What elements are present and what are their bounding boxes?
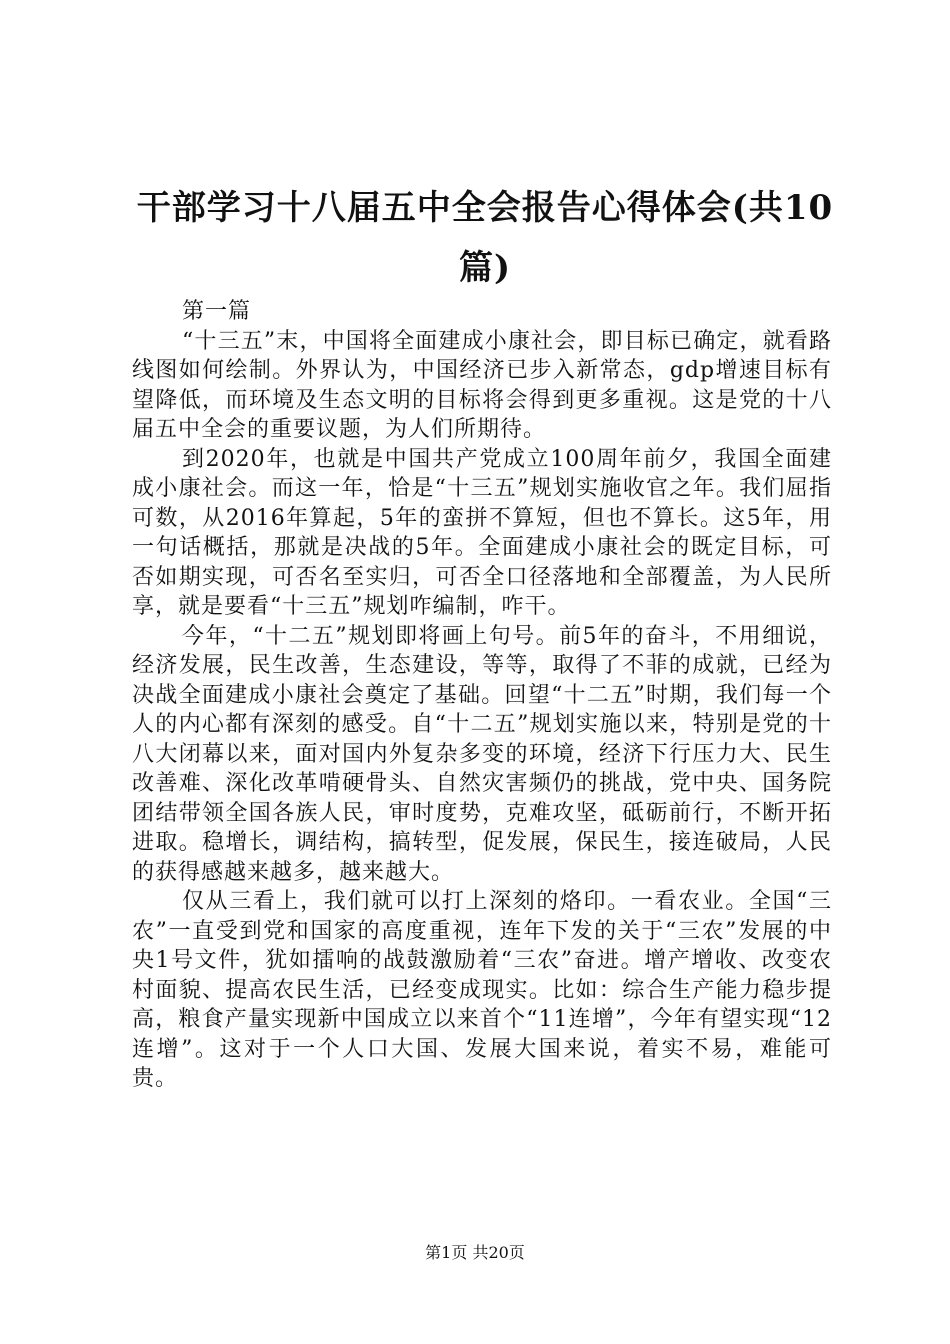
document-body — [132, 297, 832, 1094]
document-title: 干部学习十八届五中全会报告心得体会(共10篇) — [136, 188, 834, 288]
page-footer: 第1页 共20页 — [425, 1243, 525, 1262]
paragraph-4: 仅从三看上，我们就可以打上深刻的烙印。一看农业。全国“三农”一直受到党和国家的高度重视，连年下发的关于“三农”发展的中央1号文件，犹如擂响的战鼓激励着“三农”奋进。增产增收、改变农村面貌、提高农民生活，已经变成现实。比如：综合生产能力稳步提高，粮食产量实现新中国成立以来首个“11连增”，今年有望实现“12连增”。这对于一个人口大国、发展大国来说，着实不易，难能可贵。 — [132, 889, 832, 1091]
paragraph-3: 今年，“十二五”规划即将画上句号。前5年的奋斗，不用细说，经济发展，民生改善，生态建设，等等，取得了不菲的成就，已经为决战全面建成小康社会奠定了基础。回望“十二五”时期，我们每一个人的内心都有深刻的感受。自“十二五”规划实施以来，特别是党的十八大闭幕以来，面对国内外复杂多变的环境，经济下行压力大、民生改善难、深化改革啃硬骨头、自然灾害频仍的挑战，党中央、国务院团结带领全国各族人民，审时度势，克难攻坚，砥砺前行，不断开拓进取。稳增长，调结构，搞转型，促发展，保民生，接连破局，人民的获得感越来越多，越来越大。 — [132, 623, 832, 885]
paragraph-1: “十三五”末，中国将全面建成小康社会，即目标已确定，就看路线图如何绘制。外界认为，中国经济已步入新常态，gdp增速目标有望降低，而环境及生态文明的目标将会得到更多重视。这是党的十八届五中全会的重要议题，为人们所期待。 — [132, 328, 832, 442]
section-label: 第一篇 — [182, 299, 252, 324]
paragraph-2: 到2020年，也就是中国共产党成立100周年前夕，我国全面建成小康社会。而这一年，恰是“十三五”规划实施收官之年。我们屈指可数，从2016年算起，5年的蛮拼不算短，但也不算长。这5年，用一句话概括，那就是决战的5年。全面建成小康社会的既定目标，可否如期实现，可否名至实归，可否全口径落地和全部覆盖，为人民所享，就是要看“十三五”规划咋编制，咋干。 — [132, 446, 832, 619]
